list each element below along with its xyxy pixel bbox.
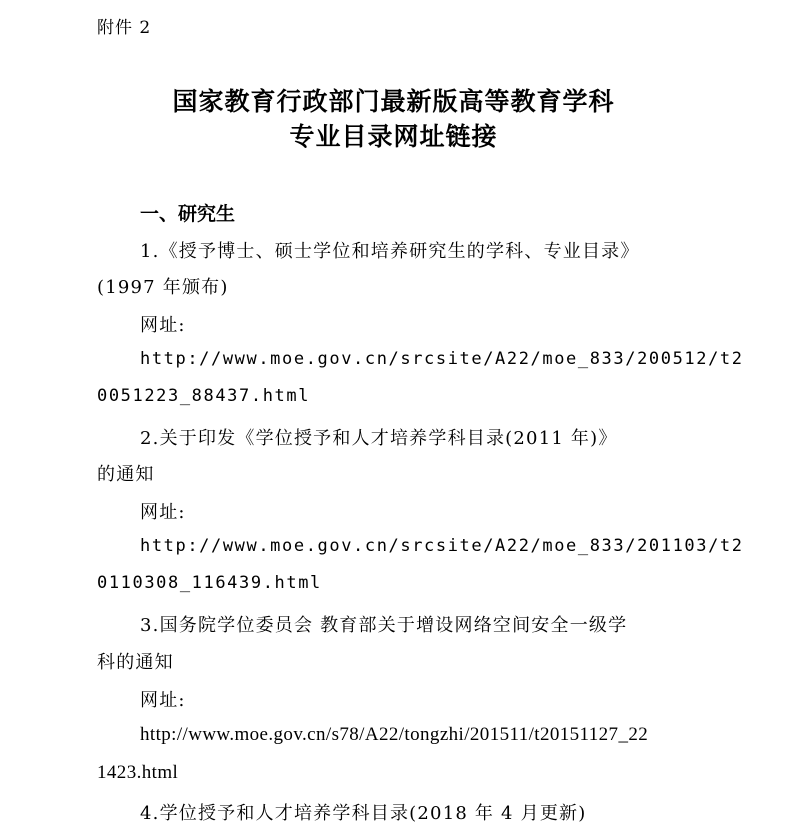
item-3-title-line-2: 科的通知 — [97, 652, 174, 673]
item-1-url-label: 网址: — [140, 315, 186, 336]
item-3-url-label: 网址: — [140, 690, 186, 711]
item-1-url-line-1[interactable]: http://www.moe.gov.cn/srcsite/A22/moe_833/200512/t2 — [140, 349, 744, 369]
item-4-title-line-1: 4.学位授予和人才培养学科目录(2018 年 4 月更新) — [140, 803, 587, 824]
item-1-title-line-1: 1.《授予博士、硕士学位和培养研究生的学科、专业目录》 — [140, 241, 640, 262]
item-1-url-line-2[interactable]: 0051223_88437.html — [97, 386, 311, 406]
section-heading: 一、研究生 — [140, 203, 236, 225]
item-3-url-line-1[interactable]: http://www.moe.gov.cn/s78/A22/tongzhi/201511/t20151127_22 — [140, 724, 649, 745]
document-title-line-1: 国家教育行政部门最新版高等教育学科 — [172, 87, 615, 116]
document-title-line-2: 专业目录网址链接 — [289, 122, 498, 151]
item-2-url-label: 网址: — [140, 502, 186, 523]
item-3-title-line-1: 3.国务院学位委员会 教育部关于增设网络空间安全一级学 — [140, 615, 628, 636]
attachment-label: 附件 2 — [97, 18, 152, 38]
item-1-title-line-2: (1997 年颁布) — [97, 277, 229, 298]
item-2-url-line-1[interactable]: http://www.moe.gov.cn/srcsite/A22/moe_833/201103/t2 — [140, 536, 744, 556]
item-3-url-line-2[interactable]: 1423.html — [97, 762, 179, 783]
item-2-url-line-2[interactable]: 0110308_116439.html — [97, 573, 322, 593]
item-2-title-line-1: 2.关于印发《学位授予和人才培养学科目录(2011 年)》 — [140, 428, 618, 449]
item-2-title-line-2: 的通知 — [97, 464, 155, 485]
